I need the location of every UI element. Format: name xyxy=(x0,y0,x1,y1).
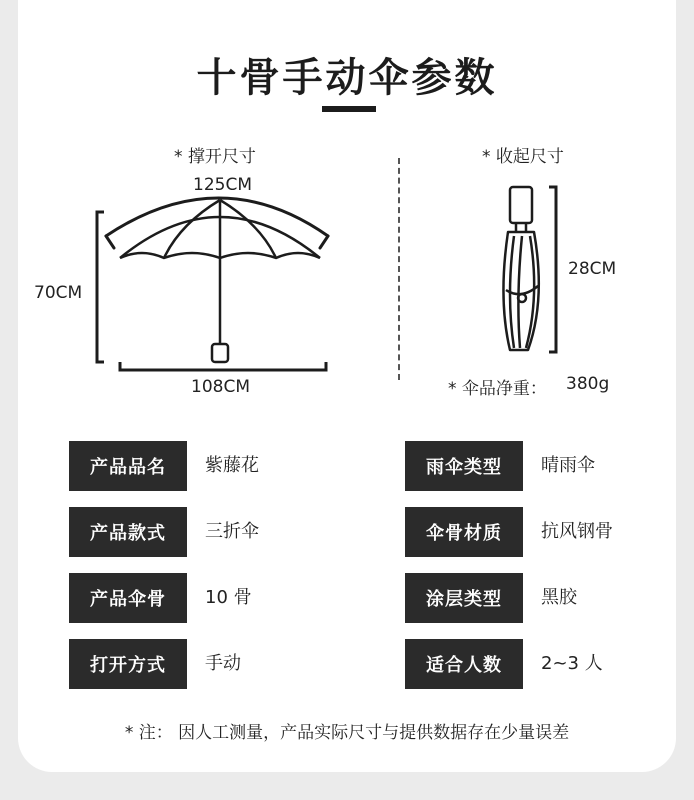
spec-value-umbrella-type: 晴雨伞 xyxy=(541,455,595,476)
weight-label: * 伞品净重： xyxy=(448,379,547,399)
spec-label-product-name: 产品品名 xyxy=(69,441,187,491)
umbrella-closed-icon xyxy=(503,187,538,350)
length-dimension-line xyxy=(549,187,556,352)
spec-value-rib-material: 抗风钢骨 xyxy=(541,521,613,542)
base-width-label: 108CM xyxy=(191,377,250,397)
closed-size-caption: * 收起尺寸 xyxy=(482,147,564,167)
open-size-caption: * 撑开尺寸 xyxy=(174,147,256,167)
spec-value-product-name: 紫藤花 xyxy=(205,455,259,476)
closed-length-label: 28CM xyxy=(568,259,617,279)
spec-value-ribs: 10 骨 xyxy=(205,587,252,608)
spec-label-coating: 涂层类型 xyxy=(405,573,523,623)
page-title: 十骨手动伞参数 xyxy=(196,55,498,101)
spec-label-open-method: 打开方式 xyxy=(69,639,187,689)
height-label: 70CM xyxy=(34,283,83,303)
spec-label-capacity: 适合人数 xyxy=(405,639,523,689)
spec-label-umbrella-type: 雨伞类型 xyxy=(405,441,523,491)
measurement-note: * 注： 因人工测量，产品实际尺寸与提供数据存在少量误差 xyxy=(124,723,570,743)
spec-label-ribs: 产品伞骨 xyxy=(69,573,187,623)
spec-label-rib-material: 伞骨材质 xyxy=(405,507,523,557)
arc-width-label: 125CM xyxy=(193,175,252,195)
spec-value-open-method: 手动 xyxy=(205,653,241,674)
spec-value-coating: 黑胶 xyxy=(541,587,577,608)
spec-value-style: 三折伞 xyxy=(205,521,259,542)
spec-value-capacity: 2~3 人 xyxy=(541,653,603,674)
weight-value: 380g xyxy=(566,374,610,394)
spec-label-style: 产品款式 xyxy=(69,507,187,557)
